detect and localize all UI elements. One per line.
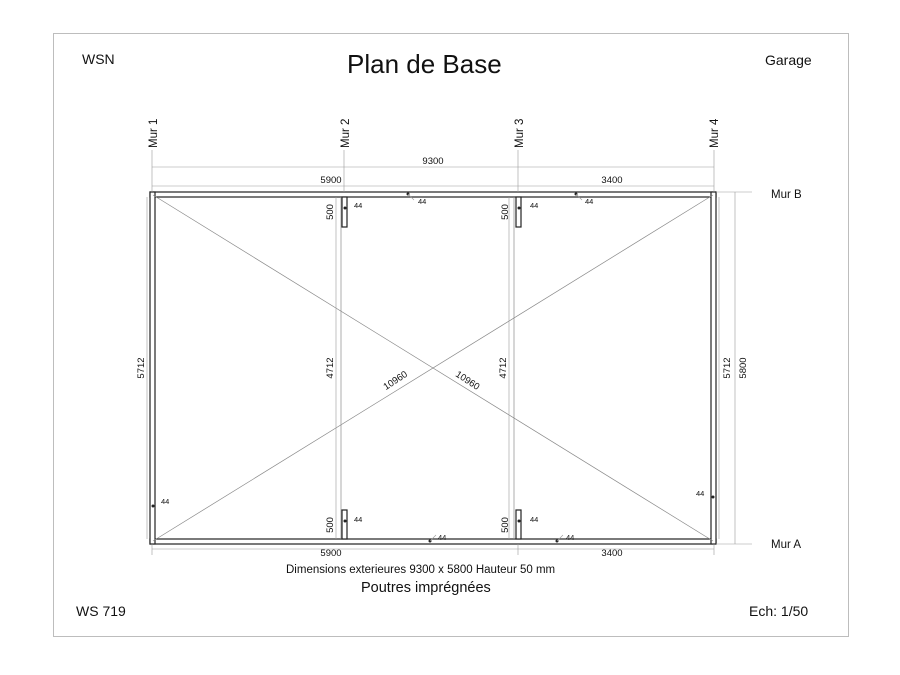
beam-width-label: 44 [418,197,427,206]
dim-text-500-bottom-2: 500 [325,517,336,533]
dim-text-5900-bottom: 5900 [320,548,342,559]
beam-width-label: 44 [585,197,594,206]
dim-text-500-bottom-3: 500 [500,517,511,533]
subject-label: Garage [765,52,812,68]
beam-width-label: 44 [161,497,170,506]
label-mur-2: Mur 2 [340,118,352,148]
dim-text-3400-top: 3400 [601,175,623,186]
beam-mur-4 [711,192,716,544]
dim-text-4712-mur-2: 4712 [325,357,336,379]
beam-mur-a [150,539,716,544]
beam-width-label: 44 [354,201,363,210]
label-mur-3: Mur 3 [514,118,526,148]
dim-text-5712-left: 5712 [136,357,147,379]
dim-text-500-top-2: 500 [325,204,336,220]
stub-top-mur-3 [516,197,521,227]
material-note: Poutres imprégnées [361,580,491,596]
beam-width-label: 44 [566,533,575,542]
dim-text-500-top-3: 500 [500,204,511,220]
beam-width-label: 44 [438,533,447,542]
dim-text-3400-bottom: 3400 [601,548,623,559]
beam-width-label: 44 [696,489,705,498]
dim-text-diagonal-2: 10960 [453,369,482,393]
label-mur-a: Mur A [771,539,802,551]
scale-label: Ech: 1/50 [749,603,809,619]
dimensions-note: Dimensions exterieures 9300 x 5800 Hauteur 50 mm [286,564,556,576]
dim-text-diagonal-1: 10960 [381,369,410,393]
dim-text-5712-right: 5712 [722,357,733,379]
stub-top-mur-2 [342,197,347,227]
company-label: WSN [82,51,115,67]
label-mur-4: Mur 4 [709,118,721,148]
label-mur-b: Mur B [771,189,802,201]
dim-text-5800: 5800 [738,357,749,379]
beam-mur-1 [150,192,155,544]
reference-number: WS 719 [76,603,126,619]
beam-width-label: 44 [530,201,539,210]
stub-bottom-mur-2 [342,510,347,539]
beam-width-label: 44 [354,515,363,524]
dim-text-5900-top: 5900 [320,175,342,186]
beam-width-label: 44 [530,515,539,524]
drawing-title: Plan de Base [347,49,502,79]
beam-mur-b [150,192,716,197]
dim-text-9300: 9300 [422,156,444,167]
dim-text-4712-mur-3: 4712 [498,357,509,379]
stub-bottom-mur-3 [516,510,521,539]
label-mur-1: Mur 1 [148,118,160,148]
